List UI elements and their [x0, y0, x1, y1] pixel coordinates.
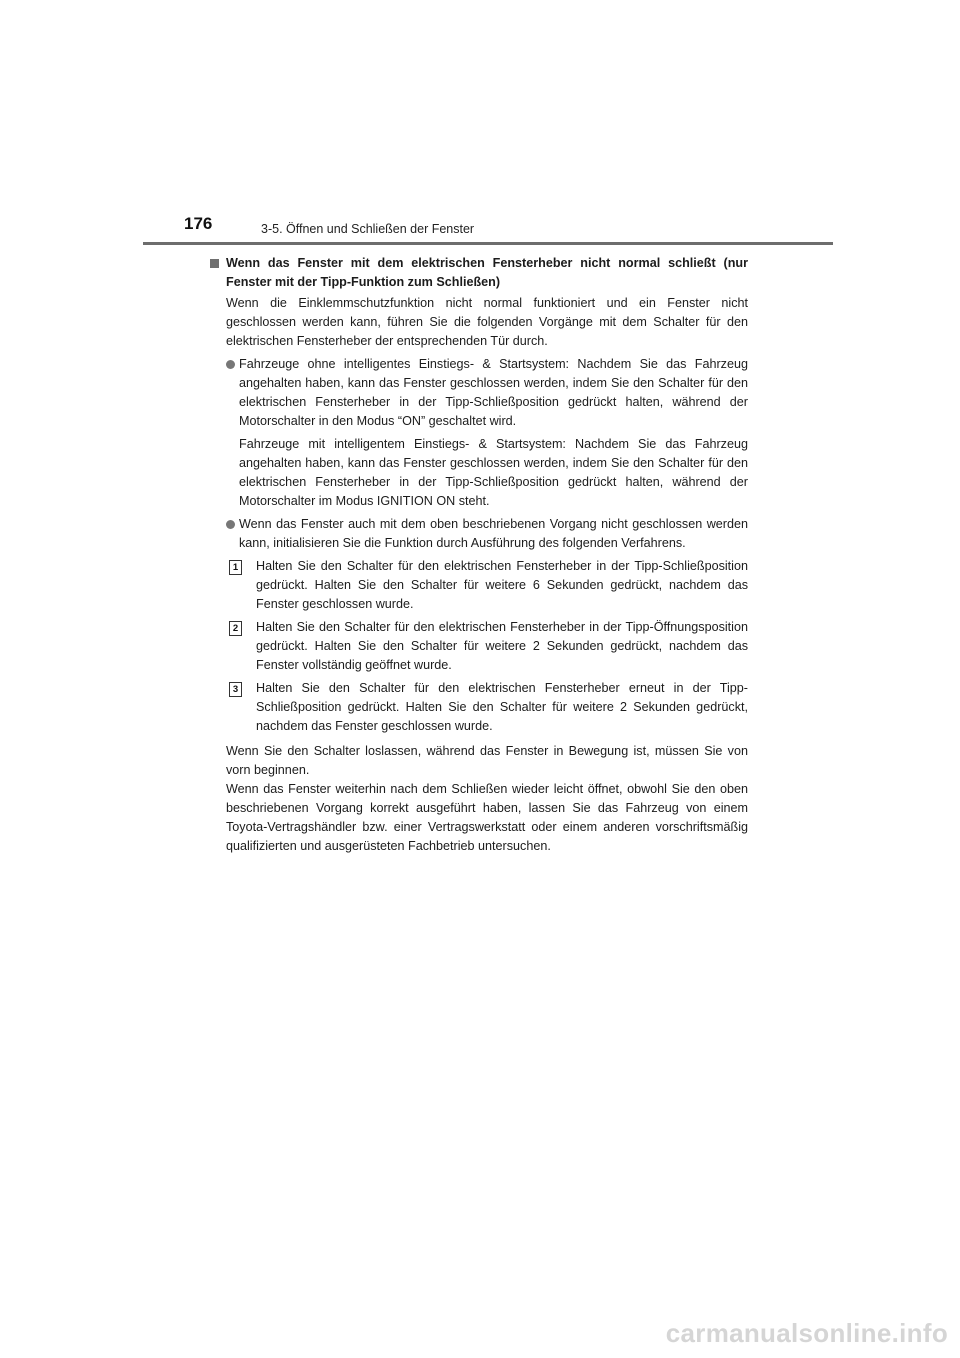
step-number-badge: 2 [229, 621, 242, 636]
step-item [232, 557, 748, 614]
bullet-sub-paragraph: Fahrzeuge mit intelligentem Einstiegs- & Startsystem: Nachdem Sie das Fahrzeug angehalten haben, kann das Fenster geschlossen werden, indem Sie den Schalter für den elektrischen Fensterheber in der Tipp-Schließposition gedrückt halten, während der Motorschalter im Modus IGNITION ON steht. [239, 437, 748, 508]
header-rule [143, 242, 833, 245]
circle-bullet-icon [226, 360, 235, 369]
closing-block [226, 742, 748, 856]
circle-bullet-icon [226, 520, 235, 529]
closing-paragraph: Wenn das Fenster weiterhin nach dem Schließen wieder leicht öffnet, obwohl Sie den oben beschriebenen Vorgang korrekt ausgeführt haben, lassen Sie das Fahrzeug von einem Toyota-Vertragshändler bzw. einer Vertragswerkstatt oder einem anderen vorschriftsmäßig qualifizierten und ausgerüsteten Fachbetrieb untersuchen. [226, 782, 748, 853]
step-text: Halten Sie den Schalter für den elektrischen Fensterheber in der Tipp-Öffnungsposition gedrückt. Halten Sie den Schalter für weitere 2 Sekunden gedrückt, nachdem das Fenster vollständig geöffnet wurde. [256, 620, 748, 672]
step-text: Halten Sie den Schalter für den elektrischen Fensterheber in der Tipp-Schließposition gedrückt. Halten Sie den Schalter für weitere 6 Sekunden gedrückt, nachdem das Fenster geschlossen wurde. [256, 559, 748, 611]
step-item [232, 618, 748, 675]
square-bullet-icon [210, 259, 219, 268]
bullet-item [239, 355, 748, 431]
page-content [222, 254, 748, 856]
intro-paragraph: Wenn die Einklemmschutzfunktion nicht normal funktioniert und ein Fenster nicht geschlossen werden kann, führen Sie die folgenden Vorgänge mit dem Schalter für den elektrischen Fensterheber der entsprechenden Tür durch. [226, 296, 748, 348]
step-item [232, 679, 748, 736]
section-heading-text: Wenn das Fenster mit dem elektrischen Fensterheber nicht normal schließt (nur Fenster mit der Tipp-Funktion zum Schließen) [226, 256, 748, 289]
section-heading [222, 254, 748, 292]
section-title: 3-5. Öffnen und Schließen der Fenster [261, 222, 475, 236]
bullet-item [239, 515, 748, 553]
step-text: Halten Sie den Schalter für den elektrischen Fensterheber erneut in der Tipp-Schließposition gedrückt. Halten Sie den Schalter für weitere 2 Sekunden gedrückt, nachdem das Fenster geschlossen wurde. [256, 681, 748, 733]
bullet-text: Wenn das Fenster auch mit dem oben beschriebenen Vorgang nicht geschlossen werden kann, initialisieren Sie die Funktion durch Ausführung des folgenden Verfahrens. [239, 517, 748, 550]
watermark-text: carmanualsonline.info [665, 1318, 948, 1348]
page-header [0, 0, 960, 250]
closing-paragraph: Wenn Sie den Schalter loslassen, während das Fenster in Bewegung ist, müssen Sie von vorn beginnen. [226, 744, 748, 777]
step-number-badge: 3 [229, 682, 242, 697]
page-number: 176 [184, 214, 213, 233]
step-number-badge: 1 [229, 560, 242, 575]
bullet-text: Fahrzeuge ohne intelligentes Einstiegs- & Startsystem: Nachdem Sie das Fahrzeug angehalten haben, kann das Fenster geschlossen werden, indem Sie den Schalter für den elektrischen Fensterheber in der Tipp-Schließposition gedrückt halten, während der Motorschalter in den Modus “ON” geschaltet wird. [239, 357, 748, 428]
